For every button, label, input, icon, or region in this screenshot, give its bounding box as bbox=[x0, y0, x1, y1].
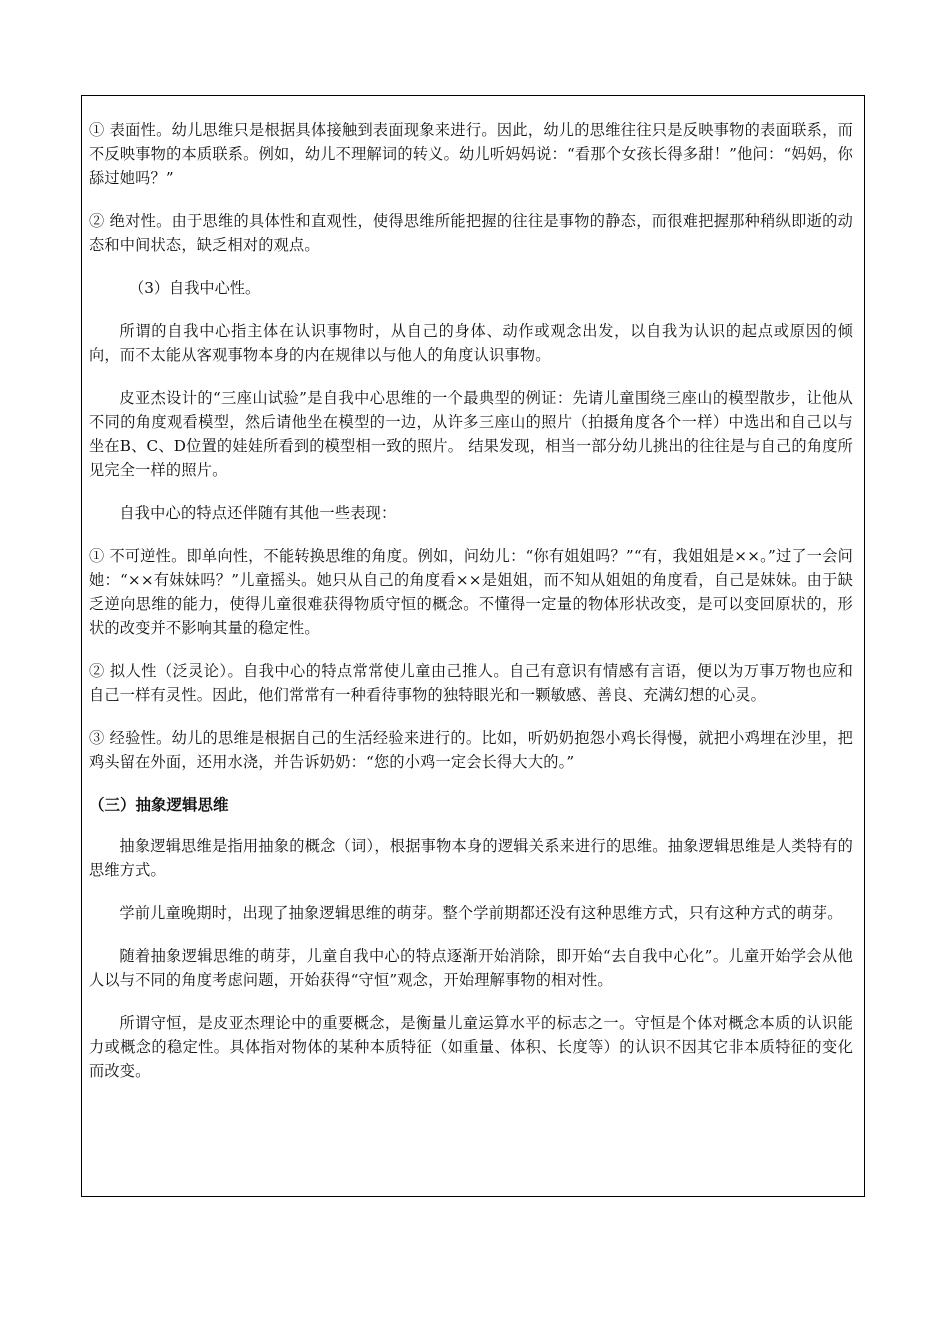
paragraph-irreversibility: ① 不可逆性。即单向性，不能转换思维的角度。例如，问幼儿：“你有姐姐吗？”“有，我姐姐是××。”过了一会问她：“××有妹妹吗？”儿童摇头。她只从自己的角度看××是姐姐，而不知从姐姐的角度看，自己是妹妹。由于缺乏逆向思维的能力，使得儿童很难获得物质守恒的概念。不懂得一定量的物体形状改变，是可以变回原状的，形状的改变并不影响其量的稳定性。 bbox=[89, 547, 853, 637]
paragraph-animism: ② 拟人性（泛灵论）。自我中心的特点常常使儿童由己推人。自己有意识有情感有言语，便以为万事万物也应和自己一样有灵性。因此，他们常常有一种看待事物的独特眼光和一颗敏感、善良、充满幻想的心灵。 bbox=[89, 662, 853, 704]
paragraph-experience: ③ 经验性。幼儿的思维是根据自己的生活经验来进行的。比如，听奶奶抱怨小鸡长得慢，就把小鸡埋在沙里，把鸡头留在外面，还用水浇，并告诉奶奶：“您的小鸡一定会长得大大的。” bbox=[89, 729, 853, 771]
paragraph-conservation: 所谓守恒，是皮亚杰理论中的重要概念，是衡量儿童运算水平的标志之一。守恒是个体对概念本质的认识能力或概念的稳定性。具体指对物体的某种本质特征（如重量、体积、长度等）的认识不因其它非本质特征的变化而改变。 bbox=[89, 1014, 853, 1080]
paragraph-abstract-logic-emergence: 学前儿童晚期时，出现了抽象逻辑思维的萌芽。整个学前期都还没有这种思维方式，只有这种方式的萌芽。 bbox=[119, 904, 843, 922]
section-heading-abstract-logic: （三）抽象逻辑思维 bbox=[89, 796, 229, 814]
subheading-egocentrism: （3）自我中心性。 bbox=[129, 279, 261, 297]
paragraph-absoluteness: ② 绝对性。由于思维的具体性和直观性，使得思维所能把握的往往是事物的静态，而很难把握那种稍纵即逝的动态和中间状态，缺乏相对的观点。 bbox=[89, 212, 853, 254]
paragraph-egocentrism-definition: 所谓的自我中心指主体在认识事物时，从自己的身体、动作或观念出发，以自我为认识的起点或原因的倾向，而不太能从客观事物本身的内在规律以与他人的角度认识事物。 bbox=[89, 322, 853, 364]
paragraph-superficiality: ① 表面性。幼儿思维只是根据具体接触到表面现象来进行。因此，幼儿的思维往往只是反映事物的表面联系，而不反映事物的本质联系。例如，幼儿不理解词的转义。幼儿听妈妈说：“看那个女孩长得多甜！”他问：“妈妈，你舔过她吗？” bbox=[89, 121, 853, 187]
paragraph-egocentrism-features-intro: 自我中心的特点还伴随有其他一些表现： bbox=[119, 504, 397, 522]
paragraph-abstract-logic-definition: 抽象逻辑思维是指用抽象的概念（词），根据事物本身的逻辑关系来进行的思维。抽象逻辑思维是人类特有的思维方式。 bbox=[89, 837, 853, 879]
document-body bbox=[89, 118, 853, 1102]
paragraph-decentration: 随着抽象逻辑思维的萌芽，儿童自我中心的特点逐渐开始消除，即开始“去自我中心化”。儿童开始学会从他人以与不同的角度考虑问题，开始获得“守恒”观念，开始理解事物的相对性。 bbox=[89, 947, 853, 989]
paragraph-three-mountains-test: 皮亚杰设计的“三座山试验”是自我中心思维的一个最典型的例证：先请儿童围绕三座山的模型散步，让他从不同的角度观看模型，然后请他坐在模型的一边，从许多三座山的照片（拍摄角度各个一样）中选出和自己以与坐在B、C、D位置的娃娃所看到的模型相一致的照片。 结果发现，相当一部分幼儿挑出的往往是与自己的角度所见完全一样的照片。 bbox=[89, 389, 853, 479]
